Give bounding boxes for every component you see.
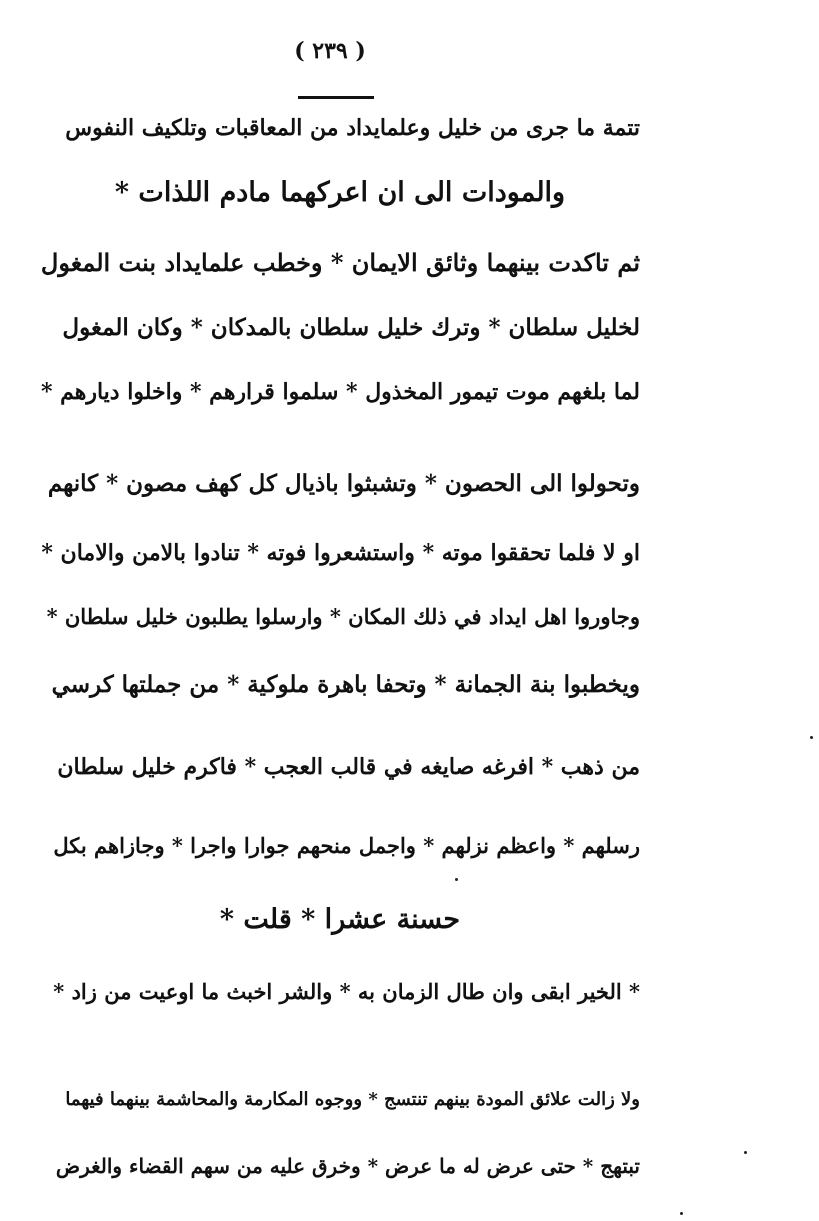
text-line-14: ولا زالت علائق المودة بينهم تنتسج * ووجوه المكارمة والمحاشمة بينهما فيهما	[65, 1089, 640, 1110]
text-line-5: لما بلغهم موت تيمور المخذول * سلموا قرارهم * واخلوا ديارهم *	[40, 379, 640, 405]
text-line-11: رسلهم * واعظم نزلهم * واجمل منحهم جوارا واجرا * وجازاهم بكل	[53, 833, 640, 858]
scan-speck	[810, 736, 813, 739]
text-line-4: لخليل سلطان * وترك خليل سلطان بالمدكان * وكان المغول	[62, 314, 640, 341]
scan-speck	[455, 878, 458, 881]
text-line-12: حسنة عشرا * قلت *	[219, 904, 461, 935]
text-line-13: * الخير ابقى وان طال الزمان به * والشر اخبث ما اوعيت من زاد *	[53, 979, 640, 1004]
text-line-2: والمودات الى ان اعركهما مادم اللذات *	[114, 177, 566, 208]
text-line-15: تبتهج * حتى عرض له ما عرض * وخرق عليه من سهم القضاء والغرض	[55, 1154, 640, 1178]
text-line-1: تتمة ما جرى من خليل وعلمايداد من المعاقبات وتلكيف النفوس	[65, 115, 640, 141]
scan-speck	[680, 1212, 683, 1215]
text-line-3: ثم تاكدت بينهما وثائق الايمان * وخطب علمايداد بنت المغول	[40, 248, 640, 277]
text-line-9: ويخطبوا بنة الجمانة * وتحفا باهرة ملوكية * من جملتها كرسي	[51, 671, 640, 698]
page-number: ( ٢٣٩ )	[294, 38, 366, 64]
header-rule	[298, 96, 374, 99]
text-line-10: من ذهب * افرغه صايغه في قالب العجب * فاكرم خليل سلطان	[57, 754, 640, 780]
text-line-6: وتحولوا الى الحصون * وتشبثوا باذيال كل كهف مصون * كانهم	[47, 470, 640, 497]
text-line-7: او لا فلما تحققوا موته * واستشعروا فوته * تنادوا بالامن والامان *	[41, 540, 640, 566]
text-line-8: وجاوروا اهل ايداد في ذلك المكان * وارسلوا يطلبون خليل سلطان *	[46, 604, 640, 629]
scan-speck	[744, 1151, 747, 1154]
